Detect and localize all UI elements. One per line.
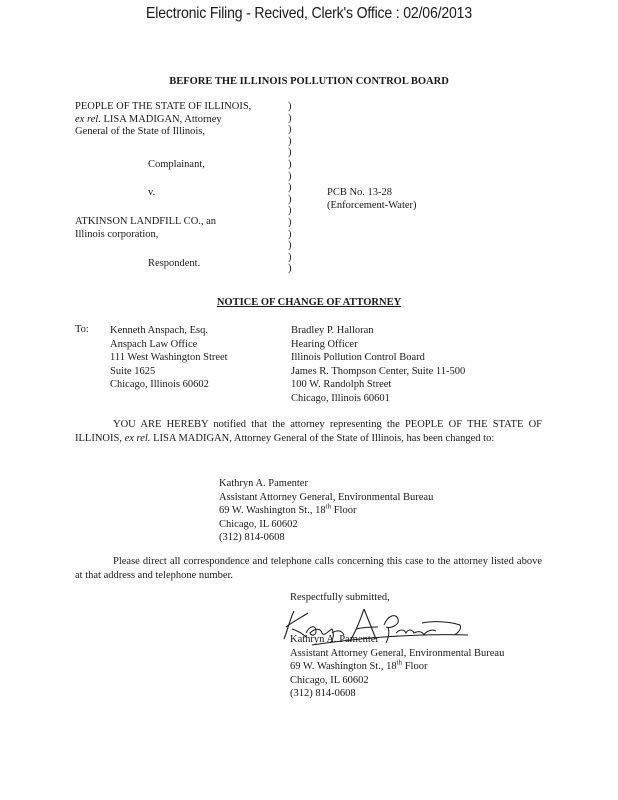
paren: ) [288,193,292,205]
plaintiff-caption [75,101,251,139]
versus-label: v. [148,187,156,198]
recipient-1-line: Chicago, Illinois 60602 [110,379,209,390]
recipient-2-line: Chicago, Illinois 60601 [291,392,390,404]
paren: ) [288,158,292,170]
plaintiff-line-2 [75,114,251,127]
paragraph-1-part-1: YOU ARE HEREBY notified that the attorney representing the PEOPLE OF THE STATE OF ILLINOIS, [75,419,542,444]
street-floor: Floor [402,661,428,672]
notice-title-text: NOTICE OF CHANGE OF ATTORNEY [216,297,402,308]
recipient-2-line: 100 W. Randolph Street [291,379,392,390]
signer-title: Assistant Attorney General, Environmental Bureau [290,647,505,659]
paren: ) [288,135,292,147]
paren: ) [288,251,292,263]
recipient-2-line: James R. Thompson Center, Suite 11-500 [291,365,466,377]
board-title: BEFORE THE ILLINOIS POLLUTION CONTROL BOARD [169,76,449,87]
paren: ) [288,216,292,228]
plaintiff-line-1: PEOPLE OF THE STATE OF ILLINOIS, [75,101,252,112]
signer-name: Kathryn A. Pamenter [290,634,379,645]
plaintiff-line-2-rest: LISA MADIGAN, Attorney [100,113,222,125]
case-number: PCB No. 13-28 [327,187,393,198]
to-label: To: [75,324,89,335]
recipient-1-line: Anspach Law Office [110,338,198,350]
recipient-2-line: Illinois Pollution Control Board [291,352,425,363]
signer-phone: (312) 814-0608 [290,688,356,699]
recipient-1 [110,324,228,392]
ordinal-suffix: th [325,502,332,511]
ex-rel: ex rel. [124,432,151,444]
new-attorney-name: Kathryn A. Pamenter [219,478,308,489]
paren: ) [288,205,292,217]
caption-parentheses [288,101,292,275]
signer-street [290,660,504,674]
recipient-2-line: Bradley P. Halloran [291,325,374,336]
new-attorney-city: Chicago, IL 60602 [219,518,298,530]
recipient-1-line: Suite 1625 [110,365,156,377]
ordinal-suffix: th [396,658,403,667]
defendant-line-2: Illinois corporation, [75,228,159,240]
recipient-2 [291,324,465,405]
recipient-1-line: 111 West Washington Street [110,352,228,363]
recipient-2-line: Hearing Officer [291,338,358,350]
paren: ) [288,170,292,182]
signer-city: Chicago, IL 60602 [290,674,369,686]
case-number-block [327,187,417,212]
paren: ) [288,240,292,252]
filing-stamp: Electronic Filing - Recived, Clerk's Office : 02/06/2013 [146,5,472,22]
notice-title [0,297,618,308]
case-type: (Enforcement-Water) [327,199,417,211]
new-attorney-title: Assistant Attorney General, Environmental Bureau [219,491,434,503]
complainant-label: Complainant, [148,159,205,170]
defendant-line-1: ATKINSON LANDFILL CO., an [75,216,217,227]
defendant-caption [75,216,216,241]
ex-rel: ex rel. [75,113,101,125]
signature-block [290,633,504,701]
plaintiff-line-3: General of the State of Illinois, [75,126,206,137]
closing-text: Respectfully submitted, [290,592,390,603]
direction-paragraph: Please direct all correspondence and telephone calls concerning this case to the attorney listed above at that address and telephone number. [75,556,542,581]
paren: ) [288,263,292,275]
recipient-1-line: Kenneth Anspach, Esq. [110,325,208,336]
notice-paragraph [75,418,542,445]
paragraph-1-part-2: LISA MADIGAN, Attorney General of the State of Illinois, has been changed to: [150,432,495,444]
street-text: 69 W. Washington St., 18 [290,661,397,672]
paren: ) [288,112,292,124]
paren: ) [288,124,292,136]
new-attorney-phone: (312) 814-0608 [219,532,285,543]
new-attorney-block [219,477,433,545]
paren: ) [288,228,292,240]
paren: ) [288,101,292,112]
street-floor: Floor [331,505,357,516]
paren: ) [288,182,292,194]
respondent-label: Respondent. [148,258,201,269]
paren: ) [288,147,292,159]
street-text: 69 W. Washington St., 18 [219,505,326,516]
new-attorney-street [219,504,433,518]
